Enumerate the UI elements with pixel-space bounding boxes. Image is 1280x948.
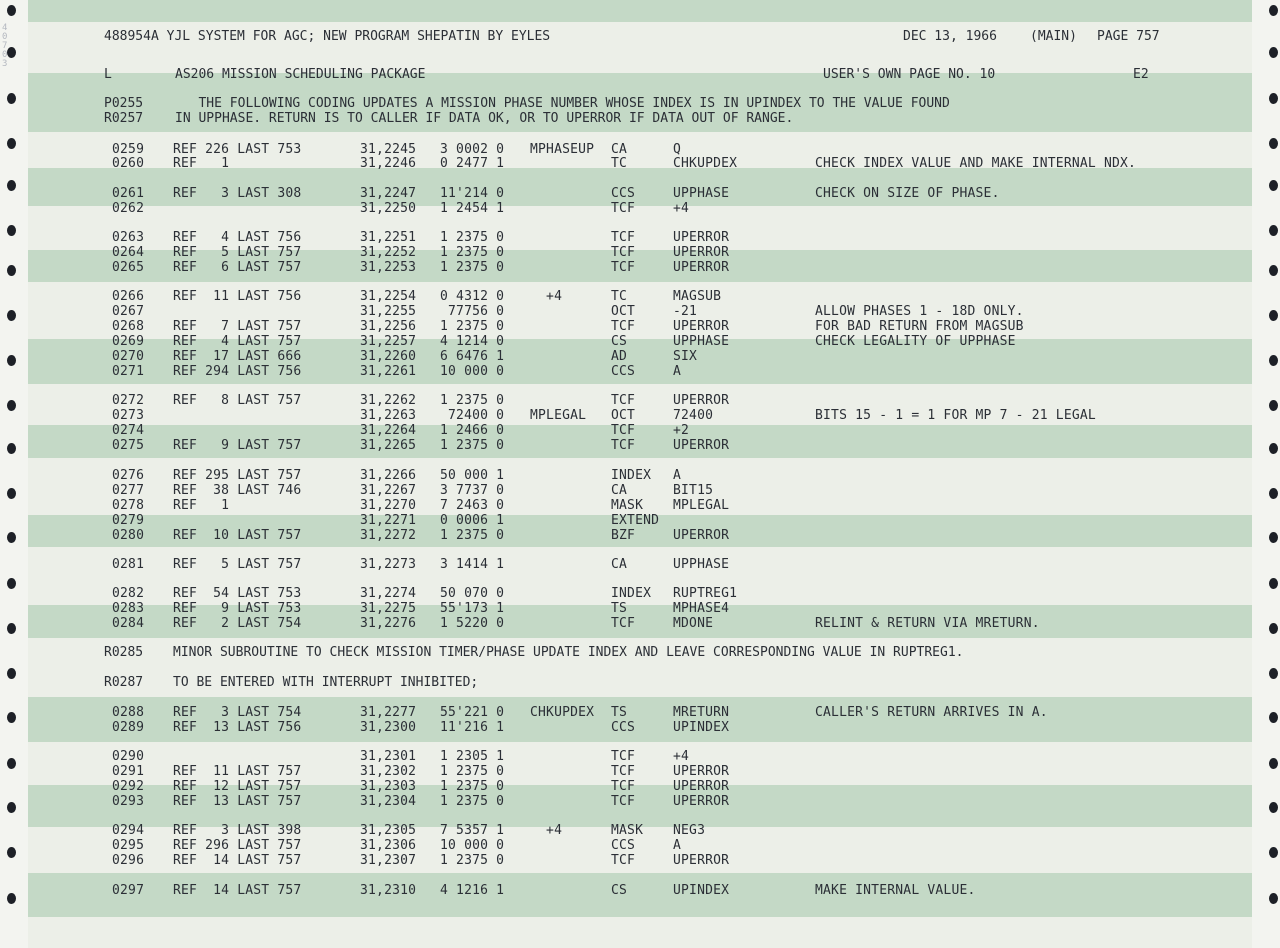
- row-op: TCF: [611, 853, 636, 868]
- margin-label: 4 0 7 0 3: [2, 23, 8, 69]
- row-op: TCF: [611, 260, 636, 275]
- row-seq: 0282: [112, 586, 145, 601]
- row-word: 1 2375 0: [440, 853, 505, 868]
- row-word: 55'173 1: [440, 601, 505, 616]
- listing-row: [0, 602, 1240, 616]
- row-comment: CHECK LEGALITY OF UPPHASE: [815, 334, 1016, 349]
- row-ref: REF 14 LAST 757: [173, 883, 302, 898]
- listing-header-section: (MAIN): [1030, 29, 1077, 44]
- row-ref: REF 3 LAST 754: [173, 705, 302, 720]
- row-seq: 0294: [112, 823, 145, 838]
- row-ref: REF 8 LAST 757: [173, 393, 302, 408]
- row-seq: 0262: [112, 201, 145, 216]
- subheader-user-page: USER'S OWN PAGE NO. 10: [823, 67, 996, 82]
- row-comment: CALLER'S RETURN ARRIVES IN A.: [815, 705, 1048, 720]
- row-word: 3 7737 0: [440, 483, 505, 498]
- listing-row: [0, 290, 1240, 304]
- row-op: CCS: [611, 186, 636, 201]
- row-operand: CHKUPDEX: [673, 156, 738, 171]
- row-operand: A: [673, 364, 682, 379]
- row-word: 1 2375 0: [440, 260, 505, 275]
- row-operand: UPINDEX: [673, 720, 730, 735]
- row-ref: REF 9 LAST 753: [173, 601, 302, 616]
- row-addr: 31,2306: [360, 838, 417, 853]
- row-word: 1 2375 0: [440, 319, 505, 334]
- row-addr: 31,2301: [360, 749, 417, 764]
- row-seq: 0270: [112, 349, 145, 364]
- row-seq: 0271: [112, 364, 145, 379]
- listing-row: [0, 587, 1240, 601]
- row-op: TCF: [611, 319, 636, 334]
- row-op: TC: [611, 156, 628, 171]
- row-operand: UPERROR: [673, 245, 730, 260]
- row-ref: REF 1: [173, 156, 230, 171]
- row-ref: REF 54 LAST 753: [173, 586, 302, 601]
- row-ref: REF 5 LAST 757: [173, 557, 302, 572]
- row-seq: 0273: [112, 408, 145, 423]
- row-operand: UPERROR: [673, 230, 730, 245]
- row-op: EXTEND: [611, 513, 660, 528]
- listing-row: [0, 157, 1240, 171]
- row-seq: 0260: [112, 156, 145, 171]
- row-op: OCT: [611, 408, 636, 423]
- row-word: 7 5357 1: [440, 823, 505, 838]
- listing-row: [0, 750, 1240, 764]
- row-label: CHKUPDEX: [530, 705, 595, 720]
- row-addr: 31,2270: [360, 498, 417, 513]
- row-word: 0 2477 1: [440, 156, 505, 171]
- row-comment: FOR BAD RETURN FROM MAGSUB: [815, 319, 1024, 334]
- row-ref: REF 17 LAST 666: [173, 349, 302, 364]
- row-word: 3 0002 0: [440, 142, 505, 157]
- listing-row: [0, 439, 1240, 453]
- row-op: INDEX: [611, 468, 652, 483]
- row-seq: 0263: [112, 230, 145, 245]
- row-operand: UPINDEX: [673, 883, 730, 898]
- row-word: 1 2375 0: [440, 230, 505, 245]
- row-ref: REF 3 LAST 398: [173, 823, 302, 838]
- listing-row: [0, 780, 1240, 794]
- listing-row: [0, 469, 1240, 483]
- row-operand: UPERROR: [673, 794, 730, 809]
- listing-row: [0, 350, 1240, 364]
- note-seq: R0287: [104, 675, 144, 690]
- row-seq: 0264: [112, 245, 145, 260]
- row-seq: 0284: [112, 616, 145, 631]
- row-seq: 0269: [112, 334, 145, 349]
- listing-row: [0, 187, 1240, 201]
- row-label: MPLEGAL: [530, 408, 587, 423]
- row-addr: 31,2266: [360, 468, 417, 483]
- row-op: CCS: [611, 838, 636, 853]
- row-comment: CHECK ON SIZE OF PHASE.: [815, 186, 1000, 201]
- row-word: 55'221 0: [440, 705, 505, 720]
- row-ref: REF 6 LAST 757: [173, 260, 302, 275]
- row-addr: 31,2275: [360, 601, 417, 616]
- row-operand: BIT15: [673, 483, 714, 498]
- row-operand: MDONE: [673, 616, 714, 631]
- row-word: 4 1214 0: [440, 334, 505, 349]
- row-op: TCF: [611, 438, 636, 453]
- row-op: MASK: [611, 498, 644, 513]
- row-op: TS: [611, 705, 628, 720]
- row-operand: MPLEGAL: [673, 498, 730, 513]
- row-operand: A: [673, 468, 682, 483]
- row-op: TCF: [611, 779, 636, 794]
- row-word: 6 6476 1: [440, 349, 505, 364]
- listing-row: [0, 305, 1240, 319]
- row-op: CA: [611, 557, 628, 572]
- row-ref: REF 9 LAST 757: [173, 438, 302, 453]
- row-op: TC: [611, 289, 628, 304]
- listing-row: [0, 424, 1240, 438]
- row-operand: MPHASE4: [673, 601, 730, 616]
- listing-row: [0, 409, 1240, 423]
- row-operand: UPERROR: [673, 393, 730, 408]
- paragraph-text-2: IN UPPHASE. RETURN IS TO CALLER IF DATA OK, OR TO UPERROR IF DATA OUT OF RANGE.: [175, 111, 794, 126]
- row-comment: ALLOW PHASES 1 - 18D ONLY.: [815, 304, 1024, 319]
- row-operand: MRETURN: [673, 705, 730, 720]
- row-word: 1 2375 0: [440, 393, 505, 408]
- listing-row: [0, 484, 1240, 498]
- row-ref: REF 38 LAST 746: [173, 483, 302, 498]
- row-addr: 31,2264: [360, 423, 417, 438]
- row-seq: 0259: [112, 142, 145, 157]
- paragraph-seq-2: R0257: [104, 111, 144, 126]
- row-word: 77756 0: [440, 304, 505, 319]
- row-operand: UPERROR: [673, 438, 730, 453]
- listing-row: [0, 335, 1240, 349]
- row-seq: 0266: [112, 289, 145, 304]
- row-seq: 0279: [112, 513, 145, 528]
- listing-row: [0, 765, 1240, 779]
- row-addr: 31,2274: [360, 586, 417, 601]
- row-operand: UPERROR: [673, 779, 730, 794]
- row-ref: REF 13 LAST 756: [173, 720, 302, 735]
- row-seq: 0288: [112, 705, 145, 720]
- row-seq: 0289: [112, 720, 145, 735]
- row-op: TCF: [611, 794, 636, 809]
- row-word: 3 1414 1: [440, 557, 505, 572]
- row-addr: 31,2276: [360, 616, 417, 631]
- listing-row: [0, 514, 1240, 528]
- row-word: 1 2375 0: [440, 764, 505, 779]
- row-seq: 0274: [112, 423, 145, 438]
- row-operand: UPERROR: [673, 764, 730, 779]
- listing-row: [0, 706, 1240, 720]
- row-op: CS: [611, 883, 628, 898]
- row-addr: 31,2303: [360, 779, 417, 794]
- row-addr: 31,2277: [360, 705, 417, 720]
- row-addr: 31,2305: [360, 823, 417, 838]
- row-seq: 0293: [112, 794, 145, 809]
- row-operand: SIX: [673, 349, 698, 364]
- row-operand: UPERROR: [673, 319, 730, 334]
- listing-row: [0, 795, 1240, 809]
- row-word: 1 2454 1: [440, 201, 505, 216]
- row-comment: BITS 15 - 1 = 1 FOR MP 7 - 21 LEGAL: [815, 408, 1096, 423]
- row-operand: Q: [673, 142, 682, 157]
- row-seq: 0283: [112, 601, 145, 616]
- row-addr: 31,2307: [360, 853, 417, 868]
- row-op: CA: [611, 142, 628, 157]
- row-addr: 31,2247: [360, 186, 417, 201]
- row-addr: 31,2257: [360, 334, 417, 349]
- listing-row: [0, 246, 1240, 260]
- row-addr: 31,2255: [360, 304, 417, 319]
- row-label: +4: [530, 289, 563, 304]
- paragraph-seq-1: P0255: [104, 96, 144, 111]
- listing-row: [0, 558, 1240, 572]
- row-op: INDEX: [611, 586, 652, 601]
- row-seq: 0296: [112, 853, 145, 868]
- row-addr: 31,2245: [360, 142, 417, 157]
- row-ref: REF 2 LAST 754: [173, 616, 302, 631]
- note-text: MINOR SUBROUTINE TO CHECK MISSION TIMER/PHASE UPDATE INDEX AND LEAVE CORRESPONDING VALUE IN RUPTREG1.: [173, 645, 964, 660]
- listing-row: [0, 854, 1240, 868]
- row-seq: 0280: [112, 528, 145, 543]
- row-ref: REF 1: [173, 498, 230, 513]
- row-seq: 0268: [112, 319, 145, 334]
- row-addr: 31,2254: [360, 289, 417, 304]
- row-operand: UPPHASE: [673, 186, 730, 201]
- row-op: TCF: [611, 616, 636, 631]
- row-addr: 31,2262: [360, 393, 417, 408]
- row-operand: UPERROR: [673, 853, 730, 868]
- row-ref: REF 296 LAST 757: [173, 838, 302, 853]
- row-op: TCF: [611, 749, 636, 764]
- listing-row: [0, 394, 1240, 408]
- listing-row: [0, 721, 1240, 735]
- row-operand: UPPHASE: [673, 557, 730, 572]
- row-seq: 0295: [112, 838, 145, 853]
- row-addr: 31,2246: [360, 156, 417, 171]
- row-addr: 31,2265: [360, 438, 417, 453]
- row-word: 0 0006 1: [440, 513, 505, 528]
- row-operand: MAGSUB: [673, 289, 722, 304]
- row-word: 11'214 0: [440, 186, 505, 201]
- row-ref: REF 13 LAST 757: [173, 794, 302, 809]
- row-op: TCF: [611, 245, 636, 260]
- row-seq: 0290: [112, 749, 145, 764]
- row-addr: 31,2273: [360, 557, 417, 572]
- row-addr: 31,2272: [360, 528, 417, 543]
- row-comment: MAKE INTERNAL VALUE.: [815, 883, 976, 898]
- row-ref: REF 7 LAST 757: [173, 319, 302, 334]
- row-op: CCS: [611, 364, 636, 379]
- row-operand: +4: [673, 749, 690, 764]
- row-addr: 31,2304: [360, 794, 417, 809]
- row-seq: 0267: [112, 304, 145, 319]
- row-addr: 31,2271: [360, 513, 417, 528]
- row-seq: 0277: [112, 483, 145, 498]
- note-seq: R0285: [104, 645, 144, 660]
- row-word: 1 5220 0: [440, 616, 505, 631]
- row-ref: REF 5 LAST 757: [173, 245, 302, 260]
- row-addr: 31,2253: [360, 260, 417, 275]
- row-operand: +2: [673, 423, 690, 438]
- listing-row: [0, 499, 1240, 513]
- row-operand: UPERROR: [673, 528, 730, 543]
- row-word: 7 2463 0: [440, 498, 505, 513]
- row-word: 1 2375 0: [440, 779, 505, 794]
- listing-row: [0, 261, 1240, 275]
- row-ref: REF 226 LAST 753: [173, 142, 302, 157]
- row-addr: 31,2251: [360, 230, 417, 245]
- row-label: MPHASEUP: [530, 142, 595, 157]
- row-seq: 0261: [112, 186, 145, 201]
- row-ref: REF 10 LAST 757: [173, 528, 302, 543]
- row-addr: 31,2252: [360, 245, 417, 260]
- row-operand: 72400: [673, 408, 714, 423]
- row-word: 11'216 1: [440, 720, 505, 735]
- row-op: CA: [611, 483, 628, 498]
- row-operand: UPERROR: [673, 260, 730, 275]
- listing-header-date: DEC 13, 1966: [903, 29, 997, 44]
- row-addr: 31,2260: [360, 349, 417, 364]
- row-word: 72400 0: [440, 408, 505, 423]
- note-text: TO BE ENTERED WITH INTERRUPT INHIBITED;: [173, 675, 479, 690]
- row-ref: REF 295 LAST 757: [173, 468, 302, 483]
- row-word: 50 070 0: [440, 586, 505, 601]
- row-operand: -21: [673, 304, 698, 319]
- row-op: CS: [611, 334, 628, 349]
- row-ref: REF 4 LAST 757: [173, 334, 302, 349]
- listing-row: [0, 617, 1240, 631]
- row-operand: +4: [673, 201, 690, 216]
- row-seq: 0297: [112, 883, 145, 898]
- row-seq: 0281: [112, 557, 145, 572]
- subheader-title: AS206 MISSION SCHEDULING PACKAGE: [175, 67, 426, 82]
- row-word: 50 000 1: [440, 468, 505, 483]
- row-operand: A: [673, 838, 682, 853]
- row-word: 1 2375 0: [440, 528, 505, 543]
- row-label: +4: [530, 823, 563, 838]
- row-word: 1 2375 0: [440, 438, 505, 453]
- listing-row: [0, 365, 1240, 379]
- row-op: TS: [611, 601, 628, 616]
- row-operand: UPPHASE: [673, 334, 730, 349]
- row-addr: 31,2302: [360, 764, 417, 779]
- row-word: 1 2466 0: [440, 423, 505, 438]
- row-seq: 0292: [112, 779, 145, 794]
- row-op: AD: [611, 349, 628, 364]
- listing-row: [0, 320, 1240, 334]
- row-op: MASK: [611, 823, 644, 838]
- subheader-mark: L: [104, 67, 112, 82]
- row-ref: REF 294 LAST 756: [173, 364, 302, 379]
- row-ref: REF 14 LAST 757: [173, 853, 302, 868]
- row-ref: REF 3 LAST 308: [173, 186, 302, 201]
- row-comment: RELINT & RETURN VIA MRETURN.: [815, 616, 1040, 631]
- row-addr: 31,2310: [360, 883, 417, 898]
- row-ref: REF 11 LAST 756: [173, 289, 302, 304]
- row-word: 10 000 0: [440, 838, 505, 853]
- row-op: BZF: [611, 528, 636, 543]
- row-seq: 0272: [112, 393, 145, 408]
- row-addr: 31,2300: [360, 720, 417, 735]
- row-op: TCF: [611, 230, 636, 245]
- row-addr: 31,2263: [360, 408, 417, 423]
- row-seq: 0275: [112, 438, 145, 453]
- row-seq: 0276: [112, 468, 145, 483]
- listing-row: [0, 884, 1240, 898]
- row-addr: 31,2256: [360, 319, 417, 334]
- row-op: TCF: [611, 393, 636, 408]
- row-addr: 31,2261: [360, 364, 417, 379]
- row-addr: 31,2250: [360, 201, 417, 216]
- listing-row: [0, 202, 1240, 216]
- listing-row: [0, 824, 1240, 838]
- row-ref: REF 12 LAST 757: [173, 779, 302, 794]
- row-addr: 31,2267: [360, 483, 417, 498]
- row-op: TCF: [611, 423, 636, 438]
- listing-row: [0, 529, 1240, 543]
- row-word: 1 2305 1: [440, 749, 505, 764]
- row-op: CCS: [611, 720, 636, 735]
- listing-row: [0, 231, 1240, 245]
- row-ref: REF 11 LAST 757: [173, 764, 302, 779]
- listing-header-title: 488954A YJL SYSTEM FOR AGC; NEW PROGRAM SHEPATIN BY EYLES: [104, 29, 551, 44]
- row-seq: 0278: [112, 498, 145, 513]
- subheader-code: E2: [1133, 67, 1149, 82]
- listing-row: [0, 839, 1240, 853]
- paragraph-text-1: THE FOLLOWING CODING UPDATES A MISSION PHASE NUMBER WHOSE INDEX IS IN UPINDEX TO THE VALUE FOUND: [175, 96, 950, 111]
- row-op: TCF: [611, 764, 636, 779]
- row-ref: REF 4 LAST 756: [173, 230, 302, 245]
- row-word: 10 000 0: [440, 364, 505, 379]
- row-seq: 0265: [112, 260, 145, 275]
- row-comment: CHECK INDEX VALUE AND MAKE INTERNAL NDX.: [815, 156, 1137, 171]
- row-word: 4 1216 1: [440, 883, 505, 898]
- row-operand: NEG3: [673, 823, 706, 838]
- row-op: OCT: [611, 304, 636, 319]
- row-operand: RUPTREG1: [673, 586, 738, 601]
- row-seq: 0291: [112, 764, 145, 779]
- row-word: 1 2375 0: [440, 245, 505, 260]
- row-op: TCF: [611, 201, 636, 216]
- listing-row: [0, 143, 1240, 157]
- row-word: 0 4312 0: [440, 289, 505, 304]
- row-word: 1 2375 0: [440, 794, 505, 809]
- listing-header-page: PAGE 757: [1097, 29, 1160, 44]
